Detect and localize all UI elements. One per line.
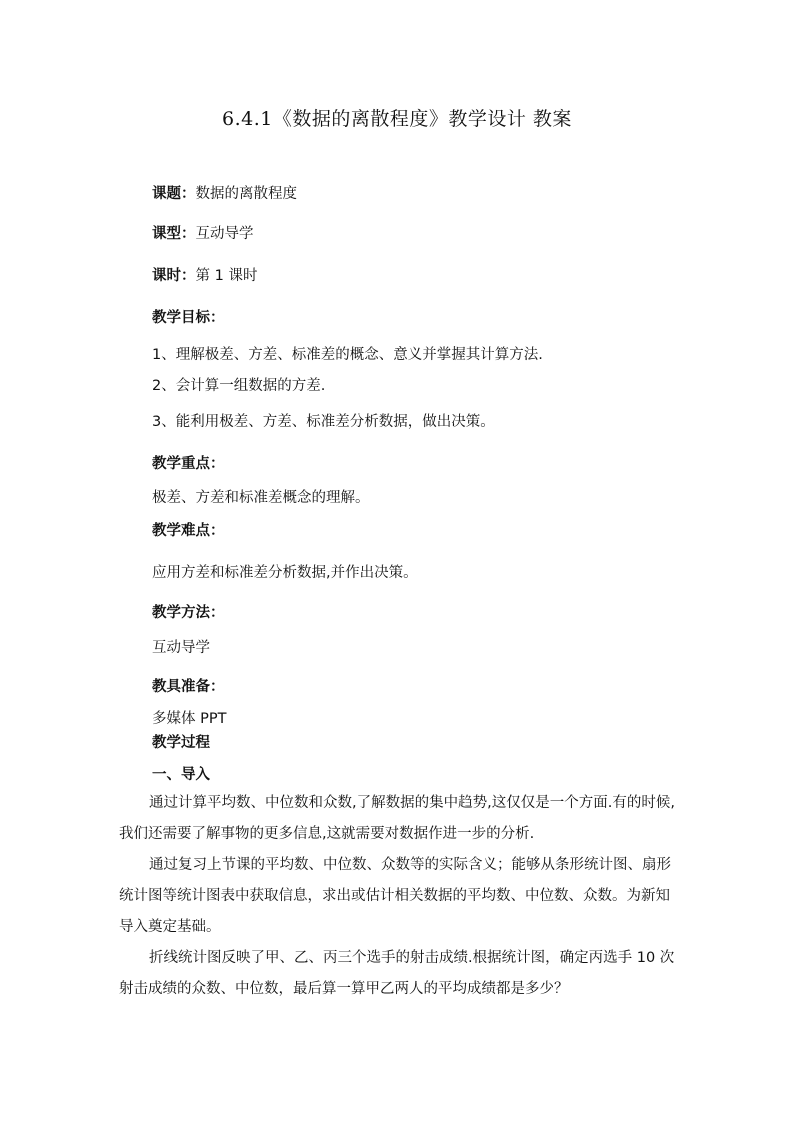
lesson-type-line (152, 222, 254, 243)
document-title: 6.4.1《数据的离散程度》教学设计 教案 (222, 108, 572, 130)
paragraph: 通过复习上节课的平均数、中位数、众数等的实际含义；能够从条形统计图、扇形统计图等统计图表中获取信息，求出或估计相关数据的平均数、中位数、众数。为新知导入奠定基础。 (119, 857, 671, 935)
goal-item: 3、能利用极差、方差、标准差分析数据，做出决策。 (152, 414, 495, 430)
topic-line (152, 182, 297, 203)
process-heading: 教学过程 (152, 735, 210, 751)
key-points-heading: 教学重点： (152, 456, 225, 472)
intro-paragraphs (119, 788, 679, 1005)
paragraph: 折线统计图反映了甲、乙、丙三个选手的射击成绩.根据统计图，确定丙选手 10 次射击成绩的众数、中位数，最后算一算甲乙两人的平均成绩都是多少？ (119, 950, 675, 997)
goals-heading: 教学目标： (152, 310, 225, 326)
prep-heading: 教具准备： (152, 679, 225, 695)
paragraph: 通过计算平均数、中位数和众数,了解数据的集中趋势,这仅仅是一个方面.有的时候,我们还需要了解事物的更多信息,这就需要对数据作进一步的分析. (119, 795, 675, 842)
goal-item: 1、理解极差、方差、标准差的概念、意义并掌握其计算方法. (152, 347, 543, 363)
goal-item: 2、会计算一组数据的方差. (152, 378, 326, 394)
lesson-hours-label: 课时： (152, 268, 196, 284)
difficulty-heading: 教学难点： (152, 523, 225, 539)
topic-label: 课题： (152, 186, 196, 202)
key-points-text: 极差、方差和标准差概念的理解。 (152, 490, 370, 506)
lesson-type-value: 互动导学 (195, 226, 254, 242)
method-heading: 教学方法： (152, 605, 225, 621)
section-heading-intro: 一、导入 (152, 767, 210, 783)
topic-value: 数据的离散程度 (195, 186, 297, 202)
prep-text: 多媒体 PPT (152, 711, 227, 727)
lesson-hours-line (152, 264, 257, 285)
lesson-hours-value: 第 1 课时 (195, 268, 258, 284)
difficulty-text: 应用方差和标准差分析数据,并作出决策。 (152, 565, 418, 581)
lesson-type-label: 课型： (152, 226, 196, 242)
method-text: 互动导学 (152, 640, 210, 656)
